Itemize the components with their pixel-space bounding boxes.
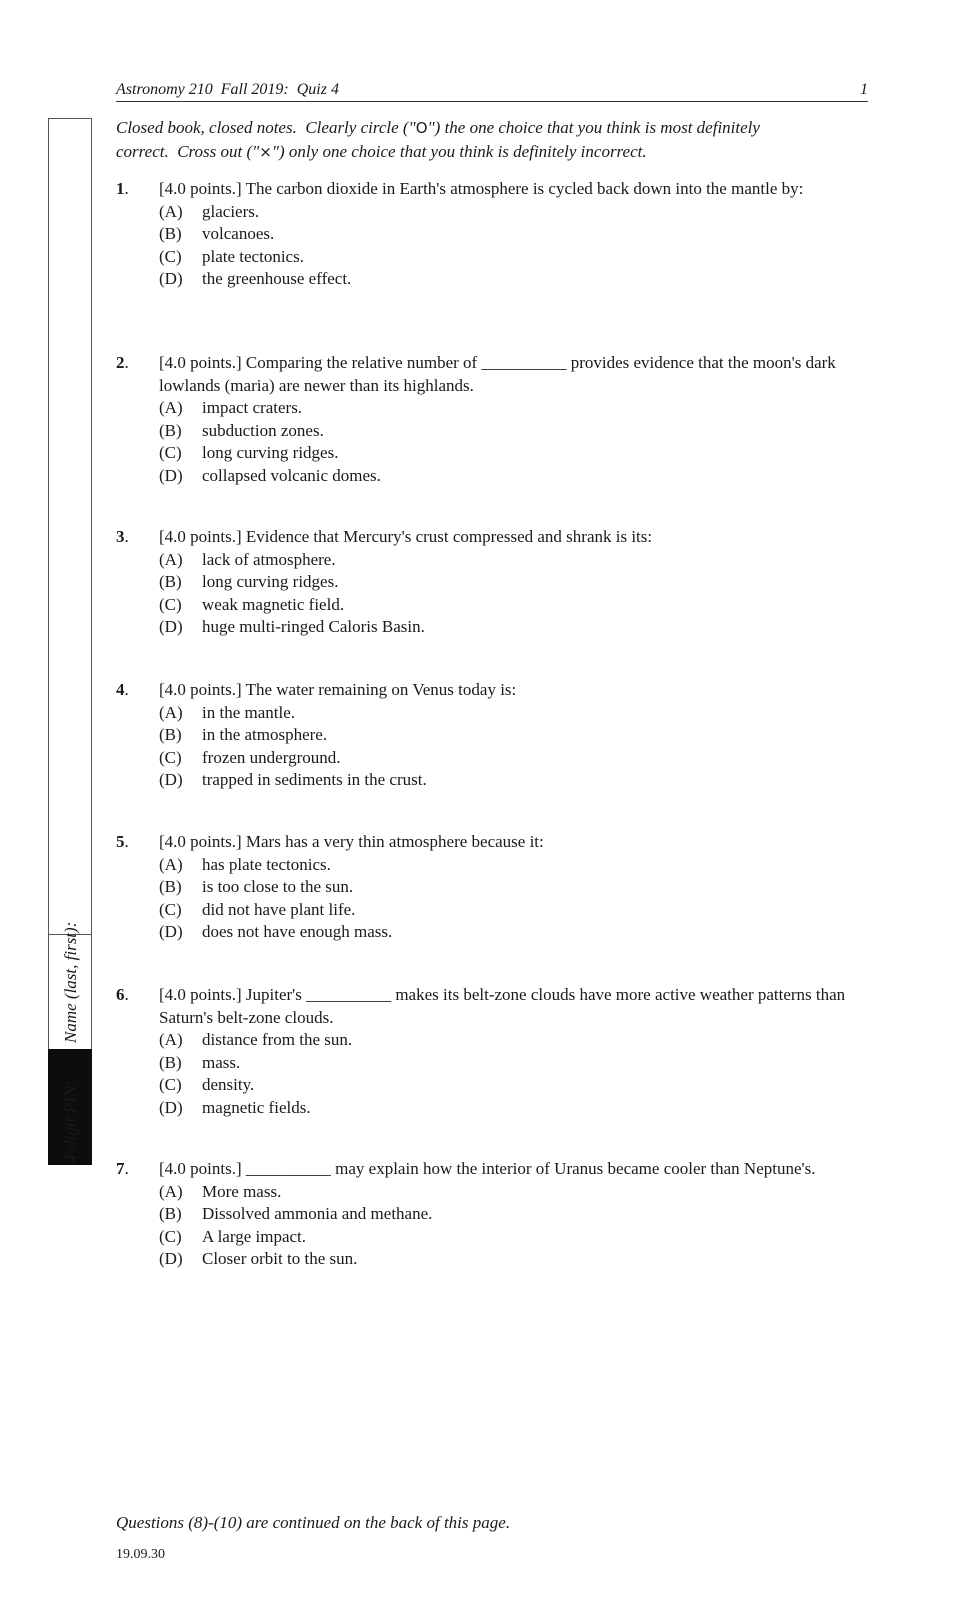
choice-text: impact craters. [202,398,303,417]
circle-symbol: O [415,119,428,137]
choice-letter: (D) [159,770,183,789]
choice-text: does not have enough mass. [202,922,393,941]
choice-c[interactable] [159,442,876,465]
choice-letter: (A) [159,201,183,221]
choice-text: did not have plant life. [202,899,356,919]
question-6: 6. [4.0 points.] Jupiter's __________ makes its belt-zone clouds have more active weather patterns than Saturn's belt-zone clouds. (A) distance from the sun. (B) mass. (C) density. (D) magnetic fields. [116,984,876,1119]
choice-letter: (C) [159,1075,182,1094]
choice-text: long curving ridges. [202,443,339,462]
choice-letter: (D) [159,1097,183,1117]
choice-d[interactable] [159,268,876,291]
choice-letter: (A) [159,1181,183,1201]
question-5: 5. [4.0 points.] Mars has a very thin atmosphere because it: (A) has plate tectonics. (B) is too close to the sun. (C) did not have plant life. (D) does not have enough mass. [116,831,876,944]
choice-letter: (C) [159,443,182,462]
question-number: 4 [116,680,125,699]
choice-letter: (C) [159,899,182,919]
choice-letter: (C) [159,246,182,266]
question-3: 3. [4.0 points.] Evidence that Mercury's crust compressed and shrank is its: (A) lack of atmosphere. (B) long curving ridges. (C) weak magnetic field. (D) huge multi-ringed Caloris Basin. [116,526,876,639]
choice-text: density. [202,1075,255,1094]
question-number: 2 [116,353,125,372]
date-code: 19.09.30 [116,1547,165,1562]
choice-text: in the mantle. [202,702,296,722]
question-number: 3 [116,527,125,546]
choice-d[interactable] [159,1248,876,1271]
choice-text: in the atmosphere. [202,725,328,744]
choice-letter: (D) [159,269,183,288]
choice-text: A large impact. [202,1226,307,1246]
question-stem: [4.0 points.] Comparing the relative number of __________ provides evidence that the moon's dark lowlands (maria) are newer than its highlands. [159,353,836,395]
choice-letter: (C) [159,594,182,614]
instructions-line-1: Closed book, closed notes. Clearly circle ("O") the one choice that you think is most definitely [116,118,760,137]
choice-text: trapped in sediments in the crust. [202,770,427,789]
question-stem: [4.0 points.] __________ may explain how the interior of Uranus became cooler than Neptune's. [159,1159,816,1178]
choice-text: mass. [202,1052,241,1072]
choice-letter: (B) [159,224,182,243]
question-stem: [4.0 points.] The carbon dioxide in Earth's atmosphere is cycled back down into the mantle by: [159,179,804,198]
page-number: 1 [860,81,868,98]
choice-text: weak magnetic field. [202,594,345,614]
choice-d[interactable] [159,616,876,639]
choice-letter: (A) [159,702,183,722]
quiz-title: Astronomy 210 Fall 2019: Quiz 4 [116,81,339,98]
pin-field-label: 4-digit PIN: [61,1080,80,1163]
choice-b[interactable] [159,420,876,443]
choice-letter: (D) [159,465,183,485]
choice-text: Dissolved ammonia and methane. [202,1204,433,1223]
choice-a[interactable] [159,201,876,224]
choice-letter: (D) [159,1249,183,1268]
question-number: 5 [116,832,125,851]
choice-b[interactable] [159,223,876,246]
choice-d[interactable] [159,921,876,944]
choice-c[interactable] [159,246,876,269]
choice-text: More mass. [202,1181,282,1201]
question-4: 4. [4.0 points.] The water remaining on Venus today is: (A) in the mantle. (B) in the atmosphere. (C) frozen underground. (D) trapped in sediments in the crust. [116,679,876,792]
choice-text: volcanoes. [202,224,275,243]
question-number: 6 [116,985,125,1004]
question-1: 1. [4.0 points.] The carbon dioxide in Earth's atmosphere is cycled back down into the mantle by: (A) glaciers. (B) volcanoes. (C) plate tectonics. (D) the greenhouse effect. [116,178,876,291]
choice-text: subduction zones. [202,420,324,440]
choice-a[interactable] [159,854,876,877]
choice-text: plate tectonics. [202,246,304,266]
name-pin-strip [48,118,92,1279]
choice-letter: (D) [159,922,183,941]
choice-letter: (A) [159,398,183,417]
choice-text: distance from the sun. [202,1030,353,1049]
choice-text: is too close to the sun. [202,877,354,896]
quiz-label: Quiz 4 [59,1225,81,1279]
name-field-label: Name (last, first): [61,921,80,1043]
choice-text: collapsed volcanic domes. [202,465,381,485]
choice-letter: (B) [159,420,182,440]
choice-text: huge multi-ringed Caloris Basin. [202,617,425,636]
choice-letter: (D) [159,617,183,636]
choice-a[interactable] [159,1029,876,1052]
choice-c[interactable] [159,1074,876,1097]
question-stem: [4.0 points.] Jupiter's __________ makes its belt-zone clouds have more active weather patterns than Saturn's belt-zone clouds. [159,985,846,1027]
choice-c[interactable] [159,594,876,617]
choice-b[interactable] [159,1203,876,1226]
choice-b[interactable] [159,876,876,899]
choice-a[interactable] [159,397,876,420]
question-stem: [4.0 points.] Mars has a very thin atmosphere because it: [159,832,544,851]
choice-d[interactable] [159,1097,876,1120]
choice-letter: (B) [159,572,182,591]
choice-b[interactable] [159,1052,876,1075]
choice-text: glaciers. [202,201,260,221]
question-2: 2. [4.0 points.] Comparing the relative number of __________ provides evidence that the moon's dark lowlands (maria) are newer than its highlands. (A) impact craters. (B) subduction zones. (C) long curving ridges. (D) collapsed volcanic domes. [116,352,876,487]
question-7: 7. [4.0 points.] __________ may explain how the interior of Uranus became cooler than Neptune's. (A) More mass. (B) Dissolved ammonia and methane. (C) A large impact. (D) Closer orbit to the sun. [116,1158,876,1271]
choice-b[interactable] [159,571,876,594]
choice-letter: (C) [159,1226,182,1246]
choice-letter: (A) [159,854,183,874]
choice-c[interactable] [159,899,876,922]
choice-letter: (B) [159,725,182,744]
choice-d[interactable] [159,465,876,488]
choice-text: the greenhouse effect. [202,269,352,288]
choice-letter: (A) [159,549,183,569]
cross-symbol: × [259,143,272,161]
question-stem: [4.0 points.] The water remaining on Venus today is: [159,680,517,699]
choice-text: long curving ridges. [202,572,339,591]
choice-text: Closer orbit to the sun. [202,1249,358,1268]
choice-text: has plate tectonics. [202,854,331,874]
choice-text: frozen underground. [202,747,341,767]
choice-a[interactable] [159,549,876,572]
choice-a[interactable] [159,702,876,725]
question-number: 7 [116,1159,125,1178]
choice-letter: (B) [159,1052,182,1072]
instructions-line-2: correct. Cross out ("×") only one choice that you think is definitely incorrect. [116,142,647,161]
choice-c[interactable] [159,747,876,770]
choice-letter: (B) [159,877,182,896]
question-number: 1 [116,179,125,198]
choice-text: lack of atmosphere. [202,549,336,569]
choice-b[interactable] [159,724,876,747]
page-header [116,81,868,102]
choice-letter: (B) [159,1204,182,1223]
choice-letter: (C) [159,747,182,767]
choice-a[interactable] [159,1181,876,1204]
choice-text: magnetic fields. [202,1097,311,1117]
choice-letter: (A) [159,1030,183,1049]
choice-c[interactable] [159,1226,876,1249]
instructions [116,116,866,164]
question-stem: [4.0 points.] Evidence that Mercury's crust compressed and shrank is its: [159,527,653,546]
choice-d[interactable] [159,769,876,792]
continued-note: Questions (8)-(10) are continued on the back of this page. [116,1513,511,1532]
